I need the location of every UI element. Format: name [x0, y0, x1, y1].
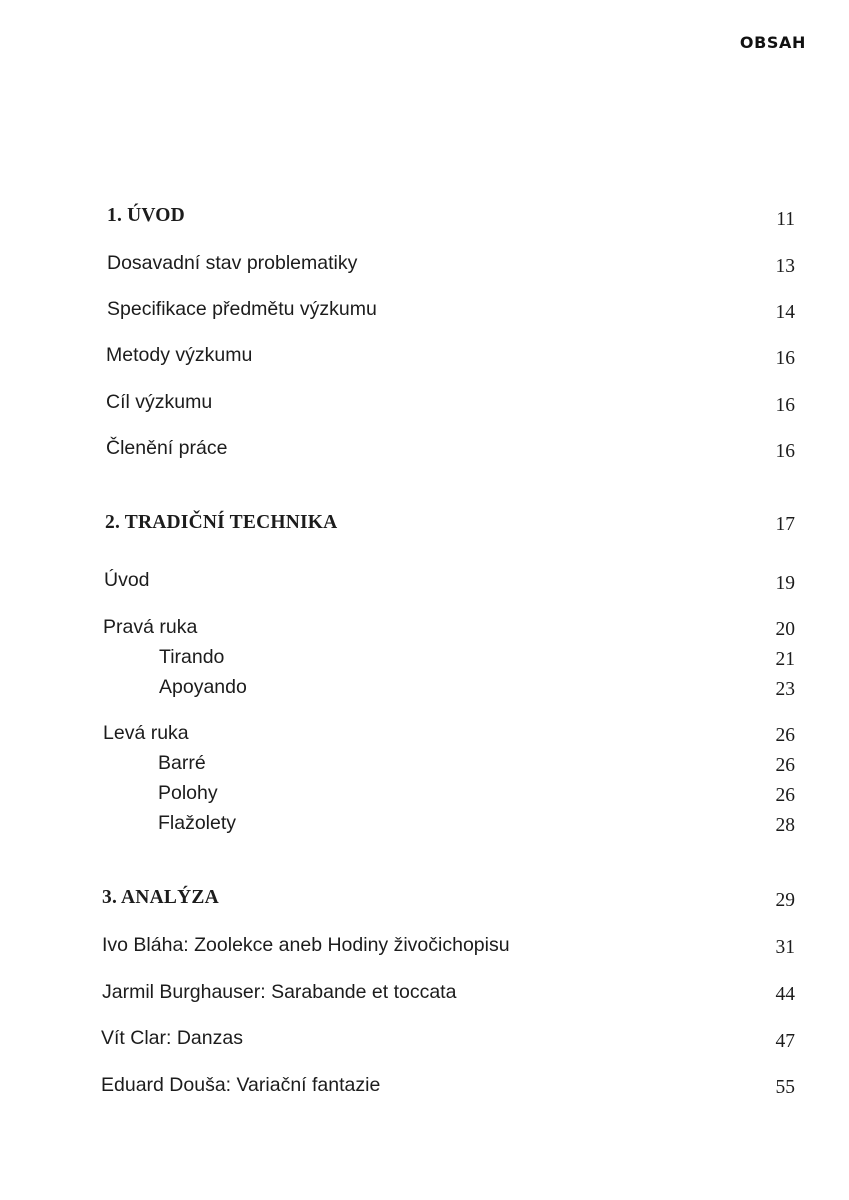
toc-page-number: 16: [775, 395, 795, 416]
toc-label: Specifikace předmětu výzkumu: [107, 298, 377, 320]
toc-label: Jarmil Burghauser: Sarabande et toccata: [102, 981, 457, 1003]
toc-heading-tradicni-technika: [0, 511, 849, 541]
toc-subentry: [0, 751, 849, 781]
toc-page-number: 44: [775, 984, 795, 1005]
toc-label: 2. TRADIČNÍ TECHNIKA: [105, 512, 338, 533]
toc-entry: [0, 615, 849, 645]
toc-page-number: 11: [776, 209, 795, 230]
toc-page-number: 13: [775, 256, 795, 277]
toc-label: Levá ruka: [103, 722, 189, 744]
toc-entry: [0, 933, 849, 963]
toc-label: Apoyando: [159, 676, 247, 698]
toc-label: 3. ANALÝZA: [102, 887, 219, 908]
toc-label: Ivo Bláha: Zoolekce aneb Hodiny živočichopisu: [102, 934, 510, 956]
toc-page-number: 16: [775, 348, 795, 369]
toc-entry: [0, 568, 849, 598]
toc-entry: [0, 980, 849, 1010]
toc-page-number: 19: [775, 573, 795, 594]
toc-label: Tirando: [159, 646, 225, 668]
toc-entry: [0, 1073, 849, 1103]
toc-label: Úvod: [104, 569, 150, 591]
toc-page-number: 26: [775, 755, 795, 776]
toc-subentry: [0, 645, 849, 675]
running-head: OBSAH: [739, 33, 806, 52]
toc-page-number: 26: [775, 785, 795, 806]
toc-entry: [0, 1026, 849, 1056]
toc-label: Barré: [158, 752, 206, 774]
toc-entry: [0, 436, 849, 466]
toc-entry: [0, 721, 849, 751]
toc-heading-analyza: [0, 886, 849, 916]
toc-page-number: 20: [775, 619, 795, 640]
toc-label: Členění práce: [106, 437, 228, 459]
toc-label: Flažolety: [158, 812, 237, 834]
toc-page-number: 16: [775, 441, 795, 462]
toc-subentry: [0, 675, 849, 705]
toc-label: Metody výzkumu: [106, 344, 253, 366]
toc-label: Pravá ruka: [103, 616, 198, 638]
toc-label: Dosavadní stav problematiky: [107, 252, 358, 274]
toc-page-number: 17: [775, 514, 795, 535]
toc-page-number: 26: [775, 725, 795, 746]
toc-page-number: 55: [775, 1077, 795, 1098]
toc-subentry: [0, 811, 849, 841]
toc-page-number: 14: [775, 302, 795, 323]
toc-page-number: 31: [775, 937, 795, 958]
toc-label: Polohy: [158, 782, 218, 804]
toc-entry: [0, 390, 849, 420]
toc-entry: [0, 343, 849, 373]
toc-entry: [0, 297, 849, 327]
toc-label: Eduard Douša: Variační fantazie: [101, 1074, 381, 1096]
toc-label: 1. ÚVOD: [107, 205, 185, 226]
toc-page-number: 23: [775, 679, 795, 700]
toc-entry: [0, 251, 849, 281]
toc-label: Vít Clar: Danzas: [101, 1027, 243, 1049]
toc-label: Cíl výzkumu: [106, 391, 213, 413]
toc-page-number: 47: [775, 1031, 795, 1052]
toc-heading-uvod: [0, 204, 849, 234]
toc-subentry: [0, 781, 849, 811]
toc-page-number: 28: [775, 815, 795, 836]
toc-page-number: 29: [775, 890, 795, 911]
toc-page-number: 21: [775, 649, 795, 670]
